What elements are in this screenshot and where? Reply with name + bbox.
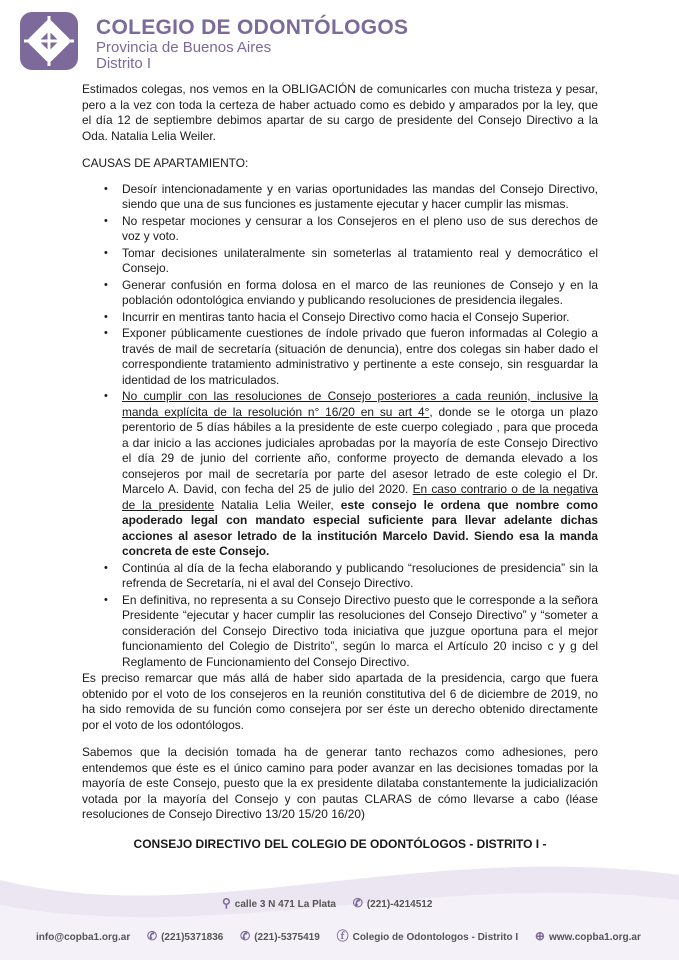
bullet-icon: •	[104, 214, 108, 227]
closing-paragraph: Sabemos que la decisión tomada ha de generar tanto rechazos como adhesiones, pero entendemos que éste es el único camino para poder avanzar en las decisiones tomadas por la mayoría de este Consejo, puesto que la ex presidente dilataba constantemente la judicialización votada por la mayoría del Consejo y con pautas CLARAS de cómo llevarse a cabo (léase resoluciones de Consejo Directivo 13/20 15/20 16/20)	[82, 745, 598, 821]
list-item: • No cumplir con las resoluciones de Consejo posteriores a cada reunión, inclusive la manda explícita de la resolución n° 16/20 en su art 4°, donde se le otorga un plazo perentorio de 5 días hábiles a la presidente de este cuerpo colegiado , para que proceda a dar inicio a las acciones judiciales aprobadas por la mayoría de este Consejo Directivo el día 29 de junio del corriente año, conforme proyecto de demanda elevado a los consejeros por mail de secretaría por parte del asesor letrado de este colegio el Dr. Marcelo A. David, con fecha del 25 de julio del 2020. En caso contrario o de la negativa de la presidente Natalia Lelia Weiler, este consejo le ordena que nombre como apoderado legal con mandato especial suficiente para llevar adelante dichas acciones al asesor letrado de la institución Marcelo David. Siendo esa la manda concreta de este Consejo.	[104, 389, 598, 558]
footer-phone[interactable]: ✆ (221)-4214512	[352, 896, 433, 910]
bold-mandate-text: este consejo le ordena que nombre como apoderado legal con mandato especial suficiente para llevar adelante dichas acciones al asesor letrado de la institución Marcelo David. Siendo esa la manda concreta de este Consejo.	[122, 497, 598, 558]
bullet-icon: •	[104, 246, 108, 259]
whatsapp-icon: ✆	[240, 929, 251, 943]
phone-icon: ✆	[352, 896, 363, 910]
footer-contact-row-2	[36, 927, 655, 944]
bullet-icon: •	[104, 278, 108, 291]
footer-email[interactable]: info@copba1.org.ar	[36, 932, 131, 943]
globe-icon: ⊕	[534, 929, 545, 943]
bullet-icon: •	[104, 593, 108, 606]
list-item: • Incurrir en mentiras tanto hacia el Consejo Directivo como hacia el Consejo Superior.	[104, 309, 570, 324]
footer-facebook[interactable]: ⓕ Colegio de Odontologos - Distrito I	[336, 929, 519, 943]
bullet-icon: •	[104, 327, 108, 339]
organization-name: COLEGIO DE ODONTÓLOGOS	[96, 16, 409, 39]
signature: CONSEJO DIRECTIVO DEL COLEGIO DE ODONTÓLOGOS - DISTRITO I -	[133, 836, 547, 851]
footer-whatsapp-2[interactable]: ✆ (221)-5375419	[240, 929, 320, 943]
bullet-icon: •	[104, 561, 108, 574]
whatsapp-icon: ✆	[147, 929, 158, 943]
college-logo-icon	[18, 10, 80, 72]
footer-website[interactable]: ⊕ www.copba1.org.ar	[534, 929, 641, 943]
footer-whatsapp-1[interactable]: ✆ (221)5371836	[147, 929, 224, 943]
removal-paragraph: Es preciso remarcar que más allá de haber sido apartada de la presidencia, cargo que fuera obtenido por el voto de los consejeros en la reunión constitutiva del 6 de diciembre de 2019, no ha sido removida de su función como consejera por ser éste un derecho obtenido directamente por el voto de los odontólogos.	[82, 671, 598, 732]
letterhead	[18, 10, 678, 80]
bullet-icon: •	[104, 310, 108, 323]
organization-name-block	[96, 16, 408, 72]
causes-list	[82, 182, 598, 671]
list-item: • Desoír intencionadamente y en varias oportunidades las mandas del Consejo Directivo, siendo que una de sus funciones es justamente ejecutar y hacer cumplir las mismas.	[104, 181, 598, 211]
bullet-icon: •	[104, 182, 108, 195]
list-item: • En definitiva, no representa a su Consejo Directivo puesto que le corresponde a la señora Presidente “ejecutar y hacer cumplir las resoluciones del Consejo Directivo” y “someter a consideración del Consejo Directivo toda iniciativa que juzgue oportuna para el mejor funcionamiento del Colegio de Distrito”, según lo marca el Artículo 20 inciso c y g del Reglamento de Funcionamiento del Consejo Directivo.	[104, 592, 598, 669]
bullet-icon: •	[104, 390, 108, 402]
list-item: • Tomar decisiones unilateralmente sin someterlas al tratamiento real y democrático el Consejo.	[104, 245, 598, 275]
footer-address[interactable]: ⚲ calle 3 N 471 La Plata	[222, 896, 336, 910]
intro-paragraph: Estimados colegas, nos vemos en la OBLIGACIÓN de comunicarles con mucha tristeza y pesar, pero a la vez con toda la certeza de haber actuado como es debido y amparados por la ley, que el día 12 de septiembre debimos apartar de su cargo de presidente del Consejo Directivo a la Oda. Natalia Lelia Weiler.	[82, 82, 598, 143]
underlined-text: No cumplir con las resoluciones de Consejo posteriores a cada reunión, inclusive la manda explícita de la resolución n° 16/20 en su art 4°	[122, 389, 598, 419]
list-item: • Exponer públicamente cuestiones de índole privado que fueron informadas al Colegio a través de mail de secretaría (situación de denuncia), entre dos colegas sin haber dado el correspondiente tratamiento administrativo y pertinente a este consejo, sin resguardar la identidad de los matriculados.	[104, 326, 598, 387]
list-item: • Continúa al día de la fecha elaborando y publicando “resoluciones de presidencia” sin la refrenda de Secretaría, ni el aval del Consejo Directivo.	[104, 560, 598, 590]
organization-district: Distrito I	[96, 55, 152, 72]
facebook-icon: ⓕ	[336, 929, 349, 943]
list-item: • No respetar mociones y censurar a los Consejeros en el pleno uso de sus derechos de voz y voto.	[104, 213, 598, 243]
location-pin-icon: ⚲	[222, 896, 231, 910]
letter-body	[82, 82, 598, 852]
causes-title: CAUSAS DE APARTAMIENTO:	[82, 156, 249, 170]
organization-province: Provincia de Buenos Aires	[96, 39, 272, 56]
list-item: • Generar confusión en forma dolosa en el marco de las reuniones de Consejo y en la población odontológica enviando y publicando resoluciones de presidencia ilegales.	[104, 277, 598, 307]
underlined-text: En caso contrario o de la negativa de la presidente	[122, 482, 598, 512]
footer-contact-row-1	[222, 896, 446, 910]
